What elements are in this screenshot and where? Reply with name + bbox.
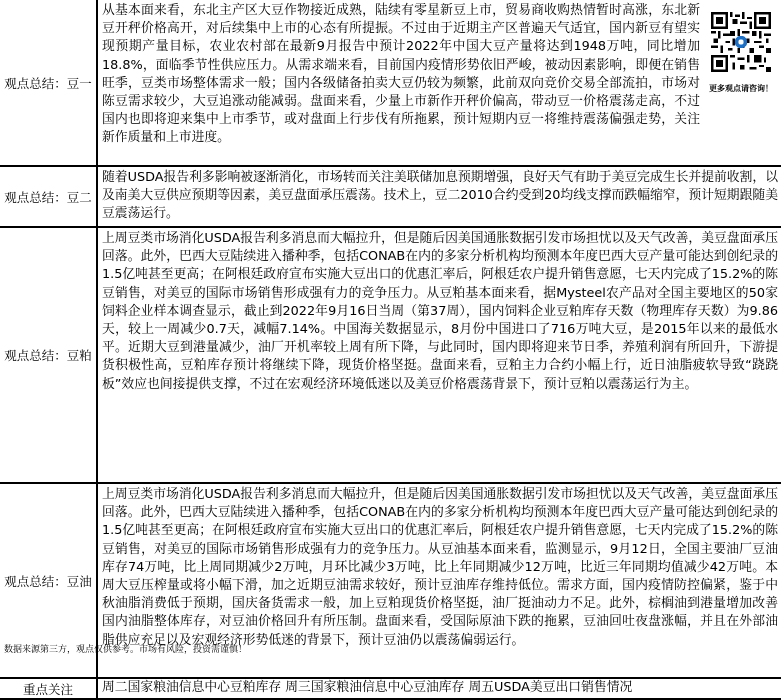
row-label: 观点总结：豆二 — [0, 167, 98, 226]
row-text: 上周豆类市场消化USDA报告利多消息而大幅拉升，但是随后因美国通胀数据引发市场担忧以及天气改善，美豆盘面承压回落。此外，巴西大豆陆续进入播种季，包括CONAB在内的多家分析机构均预测本年度巴西大豆产量可能达到创纪录的1.5亿吨甚至更高；在阿根廷政府宣布实施大豆出口的优惠汇率后，阿根廷农户提升销售意愿，七天内完成了15.2%的陈豆销售，对美豆的国际市场销售形成强有力的竞争压力。从豆油基本面来看，监测显示，9月12日，全国主要油厂豆油库存74万吨，比上周同期减少2万吨，月环比减少3万吨，比上年同期减少12万吨，比近三年同期均值减少42万吨。本周大豆压榨量或将小幅下滑，加之近期豆油需求较好，预计豆油库存维持低位。需求方面，国内疫情防控偏紧，鉴于中秋油脂消费低于预期，国庆备货需求一般，加上豆粕现货价格坚挺，油厂挺油动力不足。此外，棕榈油到港量增加改善国内油脂整体库存，对豆油价格回升有所压制。盘面来看，受国际原油下跌的拖累，豆油回吐夜盘涨幅，并且在外部油脂供应充足以及宏观经济形势低迷的背景下，预计豆油仍以震荡偏弱运行。 — [102, 487, 778, 648]
row-text: 随着USDA报告利多影响被逐渐消化，市场转而关注美联储加息预期增强，良好天气有助于美豆完成生长并提前收割，以及南美大豆供应预期等因素，美豆盘面承压震荡。技术上，豆二2010合约受到20均线支撑而跌幅缩窄，预计短期跟随美豆震荡运行。 — [102, 170, 778, 222]
row-text-container — [98, 0, 781, 165]
key-focus-row — [0, 679, 781, 700]
row-label: 观点总结：豆一 — [0, 0, 98, 165]
qr-code-box — [704, 2, 778, 163]
row-label: 观点总结：豆粕 — [0, 228, 98, 482]
row-text: 从基本面来看，东北主产区大豆作物接近成熟，陆续有零星新豆上市，贸易商收购热情暂时高涨，东北新豆开秤价格高开，对后续集中上市的心态有所提振。不过由于近期主产区普遍天气适宜，国内新豆有望实现预期产量目标，农业农村部在最新9月报告中预计2022年中国大豆产量将达到1948万吨，同比增加18.8%，面临季节性供应压力。从需求端来看，目前国内疫情形势依旧严峻，被动因素影响，即便在销售旺季，豆类市场整体需求一般；国内各级储备拍卖大豆仍较为频繁，此前双向竞价交易全部流拍，市场对陈豆需求较少，大豆追涨动能减弱。盘面来看，少量上市新作开秤价偏高，带动豆一价格震荡走高，不过国内也即将迎来集中上市季节，或对盘面上行步伐有所拖累，预计短期内豆一将维持震荡偏强走势，关注新作质量和上市进度。 — [102, 3, 700, 146]
row-label: 重点关注 — [0, 679, 98, 698]
row-label: 观点总结：豆油 — [0, 484, 98, 677]
row-text: 周二国家粮油信息中心豆粕库存 周三国家粮油信息中心豆油库存 周五USDA美豆出口销售情况 — [102, 680, 633, 695]
summary-row-soybean-no1 — [0, 0, 781, 167]
summary-row-soybean-meal — [0, 228, 781, 484]
qr-caption: 更多观点请咨询！ — [709, 84, 773, 93]
summary-row-soybean-no2 — [0, 167, 781, 228]
row-text: 上周豆类市场消化USDA报告利多消息而大幅拉升，但是随后因美国通胀数据引发市场担忧以及天气改善，美豆盘面承压回落。此外，巴西大豆陆续进入播种季，包括CONAB在内的多家分析机构均预测本年度巴西大豆产量可能达到创纪录的1.5亿吨甚至更高；在阿根廷政府宣布实施大豆出口的优惠汇率后，阿根廷农户提升销售意愿，七天内完成了15.2%的陈豆销售，对美豆的国际市场销售形成强有力的竞争压力。从豆粕基本面来看，据Mysteel农产品对全国主要地区的50家饲料企业样本调查显示，截止到2022年9月16日当周（第37周），国内饲料企业豆粕库存天数（物理库存天数）为9.86天，较上一周减少0.7天，减幅7.14%。中国海关数据显示，8月份中国进口了716万吨大豆，是2015年以来的最低水平。近期大豆到港量减少，油厂开机率较上周有所下降，与此同时，国内即将迎来节日季，养殖利润有所回升，下游提货积极性高，豆粕库存预计将继续下降，现货价格坚挺。盘面来看，豆粕主力合约小幅上行，近日油脂疲软导致“跷跷板”效应也间接提供支撑，不过在宏观经济环境低迷以及美豆价格震荡背景下，预计豆粕以震荡运行为主。 — [102, 231, 778, 392]
qr-code-icon[interactable] — [711, 12, 771, 72]
disclaimer-footer: 数据来源第三方，观点仅供参考。市场有风险，投资需谨慎！ — [4, 645, 248, 655]
